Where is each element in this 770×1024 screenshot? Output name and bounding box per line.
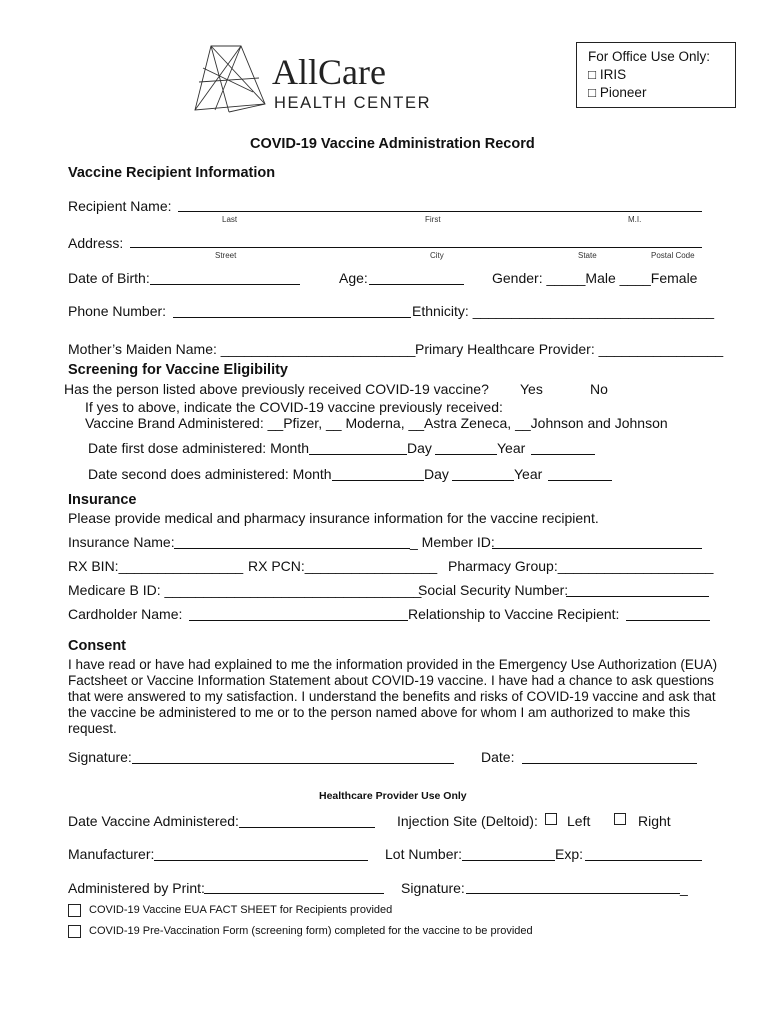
screening-yes-option[interactable]: Yes (520, 381, 543, 397)
provider-signature-field[interactable] (466, 893, 680, 894)
injection-site-label: Injection Site (Deltoid): (397, 813, 538, 829)
insurance-heading: Insurance (68, 492, 137, 508)
first-dose-year-label: Year (497, 440, 526, 456)
consent-date-label: Date: (481, 749, 515, 765)
first-dose-day-label: Day (407, 440, 432, 456)
gender-label[interactable]: Gender: _____Male ____Female (492, 270, 698, 286)
consent-heading: Consent (68, 638, 126, 654)
second-dose-day-field[interactable] (452, 480, 514, 481)
office-use-title: For Office Use Only: (588, 49, 711, 64)
address-sub-city: City (430, 251, 444, 260)
consent-signature-field[interactable] (132, 763, 454, 764)
recipient-name-field[interactable] (178, 211, 702, 212)
administered-by-field[interactable] (204, 893, 384, 894)
consent-signature-label: Signature: (68, 749, 132, 765)
left-site-label: Left (567, 813, 591, 829)
date-administered-label: Date Vaccine Administered: (68, 813, 239, 829)
relationship-label: Relationship to Vaccine Recipient: (408, 606, 620, 622)
screening-no-option[interactable]: No (590, 381, 608, 397)
lot-number-label: Lot Number: (385, 846, 463, 862)
address-sub-state: State (578, 251, 597, 260)
ssn-field[interactable] (566, 596, 709, 597)
recipient-heading: Vaccine Recipient Information (68, 165, 276, 181)
provider-heading: Healthcare Provider Use Only (319, 790, 467, 802)
manufacturer-field[interactable] (154, 860, 368, 861)
insurance-intro: Please provide medical and pharmacy insurance information for the vaccine recipient. (68, 510, 599, 526)
prevaccination-checkbox[interactable] (68, 925, 81, 938)
first-dose-month-field[interactable] (309, 454, 407, 455)
exp-label: Exp: (555, 846, 584, 862)
consent-date-field[interactable] (522, 763, 697, 764)
member-id-label: _ Member ID: (410, 534, 495, 550)
medicare-label[interactable]: Medicare B ID: _________________________________ (68, 582, 422, 598)
cardholder-label: Cardholder Name: (68, 606, 183, 622)
rx-pcn-label[interactable]: RX PCN:_________________ (248, 558, 438, 574)
second-dose-day-label: Day (424, 466, 449, 482)
age-field[interactable] (369, 284, 464, 285)
ssn-label: Social Security Number: (418, 582, 569, 598)
screening-ifyes: If yes to above, indicate the COVID-19 vaccine previously received: (85, 399, 503, 415)
allcare-logo-icon (193, 44, 267, 114)
manufacturer-label: Manufacturer: (68, 846, 155, 862)
second-dose-year-label: Year (514, 466, 543, 482)
office-option-pioneer[interactable]: □ Pioneer (588, 85, 647, 100)
address-sub-street: Street (215, 251, 237, 260)
cardholder-field[interactable] (189, 620, 408, 621)
left-site-checkbox[interactable] (545, 813, 557, 825)
lot-number-field[interactable] (462, 860, 555, 861)
second-dose-month-field[interactable] (332, 480, 424, 481)
maiden-name-label[interactable]: Mother’s Maiden Name: _________________________ (68, 341, 416, 357)
screening-question: Has the person listed above previously received COVID-19 vaccine? (64, 381, 489, 397)
address-label: Address: (68, 235, 124, 251)
address-field[interactable] (130, 247, 702, 248)
fact-sheet-checkbox[interactable] (68, 904, 81, 917)
form-title: COVID-19 Vaccine Administration Record (250, 136, 535, 152)
dob-label: Date of Birth: (68, 270, 150, 286)
logo-name: AllCare (272, 52, 386, 92)
address-sub-postal: Postal Code (651, 251, 695, 260)
administered-by-label: Administered by Print: (68, 880, 205, 896)
provider-signature-label: Signature: (401, 880, 465, 896)
phone-field[interactable] (173, 317, 411, 318)
phone-label: Phone Number: (68, 303, 167, 319)
first-dose-day-field[interactable] (435, 454, 497, 455)
first-dose-year-field[interactable] (531, 454, 595, 455)
screening-heading: Screening for Vaccine Eligibility (68, 362, 288, 378)
right-site-checkbox[interactable] (614, 813, 626, 825)
name-sub-mi: M.I. (628, 215, 642, 224)
member-id-field[interactable] (492, 548, 702, 549)
insurance-name-field[interactable] (174, 548, 410, 549)
right-site-label: Right (638, 813, 671, 829)
fact-sheet-label: COVID-19 Vaccine EUA FACT SHEET for Recipients provided (89, 904, 393, 916)
office-use-box (576, 42, 736, 108)
primary-provider-label[interactable]: Primary Healthcare Provider: ________________ (415, 341, 724, 357)
rx-bin-label[interactable]: RX BIN:________________ (68, 558, 244, 574)
vaccine-brand-line[interactable]: Vaccine Brand Administered: __Pfizer, __ Moderna, __Astra Zeneca, __Johnson and Johnson (85, 415, 668, 431)
prevaccination-label: COVID-19 Pre-Vaccination Form (screening form) completed for the vaccine to be provided (89, 925, 533, 937)
name-sub-first: First (425, 215, 441, 224)
logo-tagline: HEALTH CENTER (274, 94, 432, 112)
date-administered-field[interactable] (239, 827, 375, 828)
exp-field[interactable] (585, 860, 702, 861)
ethnicity-label[interactable]: Ethnicity: _______________________________ (412, 303, 715, 319)
second-dose-label: Date second does administered: Month (88, 466, 332, 482)
first-dose-label: Date first dose administered: Month (88, 440, 309, 456)
name-sub-last: Last (222, 215, 238, 224)
dob-field[interactable] (150, 284, 300, 285)
consent-text: I have read or have had explained to me the information provided in the Emergency Use Authorization (EUA) Factsheet or Vaccine Information Statement about COVID-19 vaccine. I have had a chance to ask questions that were answered to my satisfaction. I understand the benefits and risks of COVID-19 vaccine and ask that the vaccine be administered to me or to the person named above for whom I am authorized to make this request. (68, 657, 718, 736)
second-dose-year-field[interactable] (548, 480, 612, 481)
relationship-field[interactable] (626, 620, 710, 621)
pharmacy-group-label[interactable]: Pharmacy Group:____________________ (448, 558, 714, 574)
insurance-name-label: Insurance Name: (68, 534, 175, 550)
office-option-iris[interactable]: □ IRIS (588, 67, 627, 82)
provider-signature-tail: _ (680, 880, 688, 896)
age-label: Age: (339, 270, 368, 286)
recipient-name-label: Recipient Name: (68, 198, 172, 214)
